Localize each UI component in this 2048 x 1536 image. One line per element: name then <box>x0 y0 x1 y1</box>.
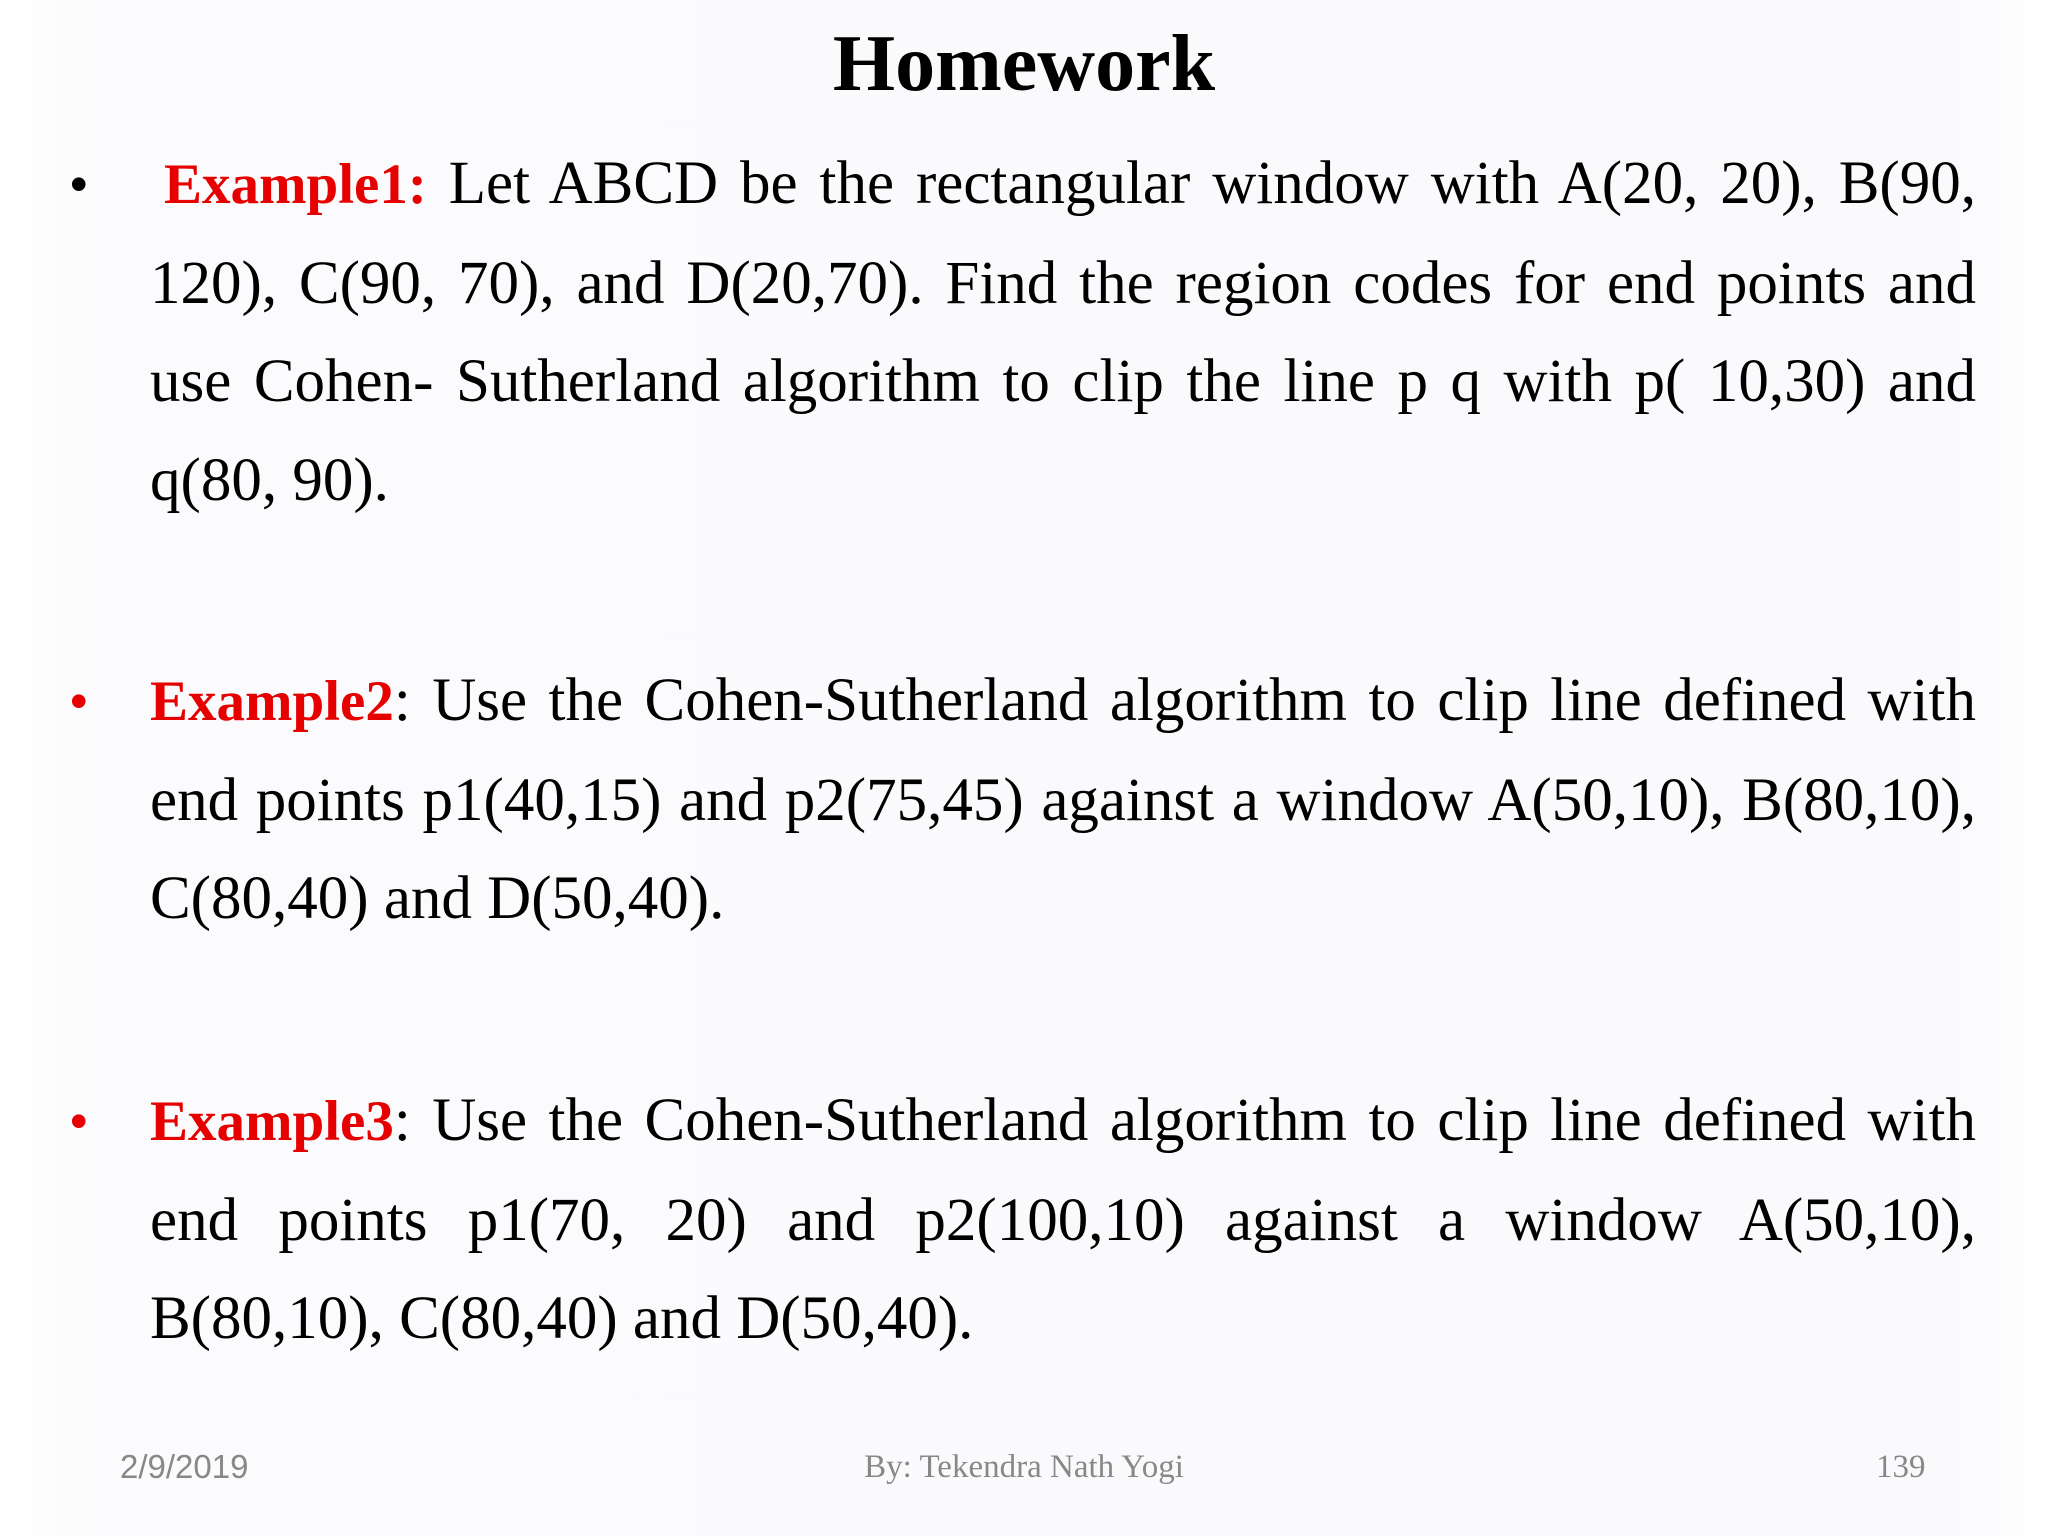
bullet-icon: • <box>70 673 88 729</box>
example-label: Example3 <box>150 1090 394 1153</box>
homework-item-3 <box>150 1072 1976 1369</box>
homework-item-2 <box>150 652 1976 949</box>
homework-item-1 <box>150 135 1976 530</box>
footer-page-number: 139 <box>1876 1449 1926 1485</box>
example-text: : Use the Cohen-Sutherland algorithm to clip line defined with end points p1(70, 20) and p2(100,10) against a window A(50,10), B(80,10), C(80,40) and D(50,40). <box>150 1087 1976 1352</box>
example-text: : Use the Cohen-Sutherland algorithm to clip line defined with end points p1(40,15) and p2(75,45) against a window A(50,10), B(80,10), C(80,40) and D(50,40). <box>150 667 1976 932</box>
example-text: Let ABCD be the rectangular window with A(20, 20), B(90, 120), C(90, 70), and D(20,70). Find the region codes for end points and use Cohen- Sutherland algorithm to clip the line p q with p( 10,30) and q(80, 90). <box>150 150 1976 514</box>
slide-title: Homework <box>832 20 1216 108</box>
bullet-icon: • <box>70 156 88 212</box>
example-label: Example2 <box>150 670 394 733</box>
footer-author: By: Tekendra Nath Yogi <box>864 1449 1184 1485</box>
footer-date: 2/9/2019 <box>120 1448 249 1485</box>
example-label: Example1: <box>164 153 427 216</box>
bullet-icon: • <box>70 1093 88 1149</box>
